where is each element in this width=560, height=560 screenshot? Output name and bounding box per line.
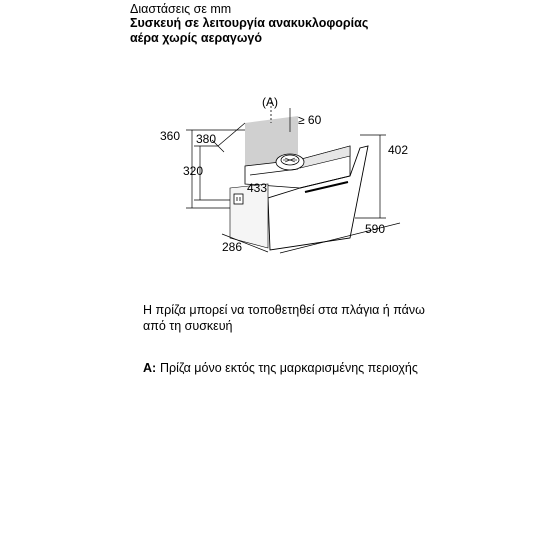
socket-icon [234, 194, 243, 204]
dim-402: 402 [388, 143, 409, 157]
dim-286: 286 [222, 240, 243, 254]
mode-subheading: αέρα χωρίς αεραγωγό [130, 31, 263, 45]
dim-590: 590 [365, 222, 386, 236]
label-a: (A) [262, 95, 278, 109]
legend-key: A: [143, 361, 157, 375]
mode-heading: Συσκευή σε λειτουργία ανακυκλοφορίας [130, 16, 369, 30]
legend-text: Πρίζα μόνο εκτός της μαρκαρισμένης περιοχής [160, 361, 418, 375]
dim-360: 360 [160, 129, 181, 143]
dim-380: 380 [196, 132, 217, 146]
dim-clearance: ≥ 60 [298, 113, 322, 127]
dim-433: 433 [247, 181, 268, 195]
dimensions-unit-note: Διαστάσεις σε mm [130, 2, 232, 16]
dim-320: 320 [183, 164, 204, 178]
hood-dimension-diagram [150, 88, 420, 263]
fan-motor-icon [276, 154, 304, 170]
socket-placement-note: Η πρίζα μπορεί να τοποθετηθεί στα πλάγια ή πάνω από τη συσκευή [143, 303, 425, 333]
